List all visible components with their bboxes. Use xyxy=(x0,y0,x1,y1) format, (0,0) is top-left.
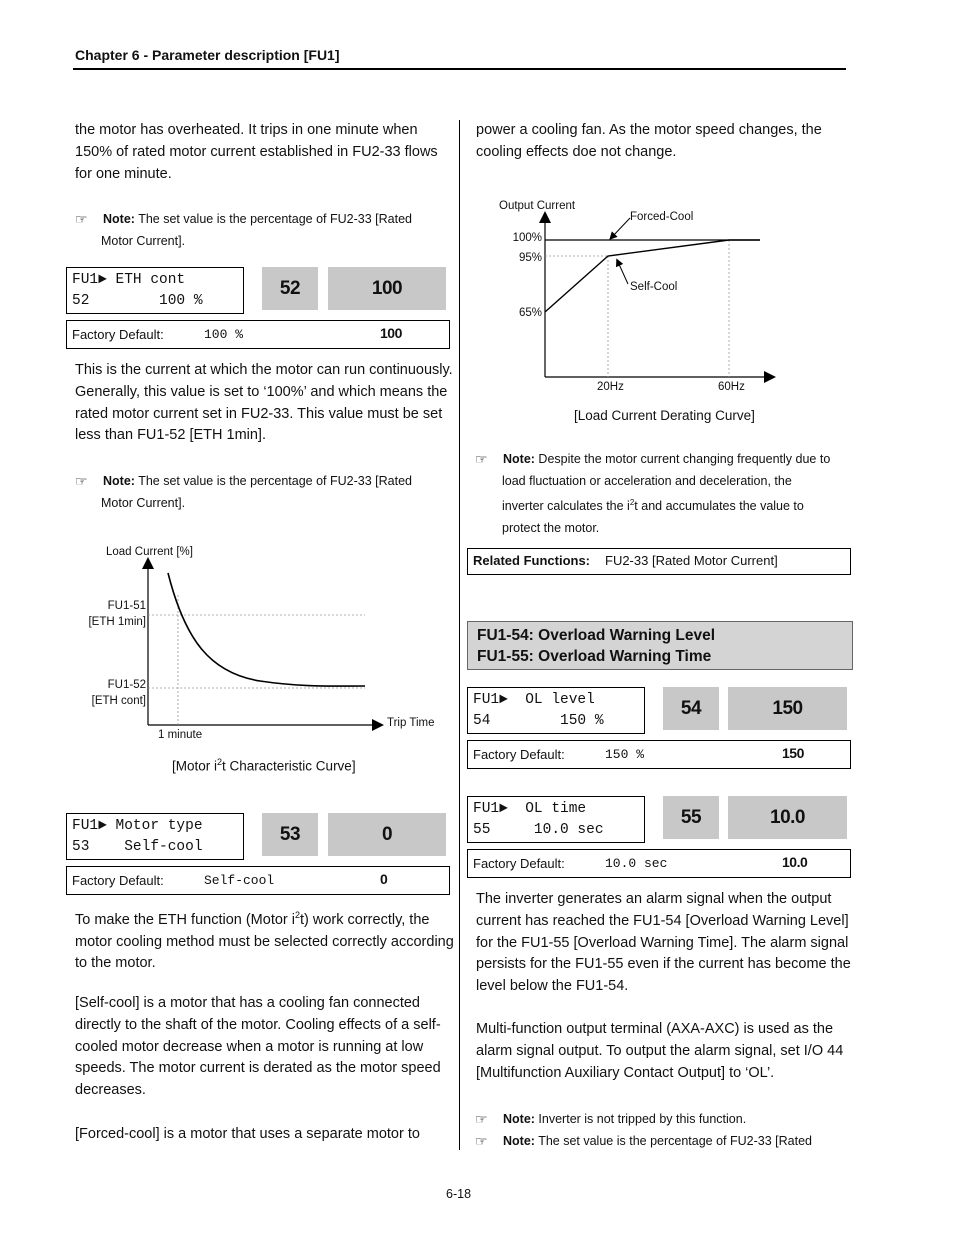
value-box-150: 150 xyxy=(728,687,847,730)
pointing-hand-icon: ☞ xyxy=(475,1133,488,1149)
pointing-hand-icon: ☞ xyxy=(75,211,88,227)
note-text: Motor Current]. xyxy=(101,496,186,510)
chart-label-eth-1min: [ETH 1min] xyxy=(88,616,146,628)
lcd-display-eth-cont xyxy=(66,267,244,314)
factory-default-value: 10.0 xyxy=(782,854,808,870)
related-functions-value: FU2-33 [Rated Motor Current] xyxy=(605,553,778,568)
left-intro-paragraph xyxy=(75,120,455,185)
code-box-54: 54 xyxy=(663,687,719,730)
section-title-line: FU1-55: Overload Warning Time xyxy=(477,648,712,665)
note-text: Motor Current]. xyxy=(101,234,186,248)
value-box-0: 0 xyxy=(328,813,446,856)
note-i2t-accumulation xyxy=(475,448,848,539)
overload-warning-description xyxy=(476,889,851,998)
caption-superscript: 2 xyxy=(217,757,223,767)
text-line: speeds. The motor current is derated as the motor speed xyxy=(75,1060,441,1077)
factory-default-ol-time xyxy=(467,849,851,878)
text-line: for the FU1-55 [Overload Warning Time]. The alarm signal xyxy=(476,934,849,951)
text-line: cooling effects doe not change. xyxy=(476,143,677,160)
lcd-display-ol-level xyxy=(467,687,645,734)
right-intro-paragraph xyxy=(476,120,848,164)
chart-tick-65: 65% xyxy=(518,307,542,319)
chart-tick-20hz: 20Hz xyxy=(597,381,624,393)
note-superscript: 2 xyxy=(629,498,635,507)
related-functions-box xyxy=(467,548,851,575)
chart-label-self-cool: Self-Cool xyxy=(630,281,678,293)
chart-y-label: Load Current [%] xyxy=(106,546,193,558)
eth-cont-description xyxy=(75,360,455,447)
chapter-title: Chapter 6 - Parameter description [FU1] xyxy=(75,47,340,63)
lcd-line: FU1► OL time xyxy=(473,801,587,817)
text-line: directly to the shaft of the motor. Cooling effects of a self- xyxy=(75,1016,441,1033)
derating-curve-caption: [Load Current Derating Curve] xyxy=(574,408,755,423)
lcd-line: FU1► OL level xyxy=(473,692,595,708)
i2t-curve-caption xyxy=(172,757,356,774)
text-line: persists for the FU1-55 even if the current has become the xyxy=(476,956,851,973)
i2t-curve xyxy=(168,573,365,686)
motor-type-description xyxy=(75,905,455,975)
factory-default-mono: 100 % xyxy=(204,327,244,342)
code-box-52: 52 xyxy=(262,267,318,310)
forced-cool-description: [Forced-cool] is a motor that uses a separate motor to xyxy=(75,1126,420,1142)
lcd-display-ol-time xyxy=(467,796,645,843)
pointing-hand-icon: ☞ xyxy=(475,451,488,467)
text-superscript: 2 xyxy=(295,910,301,920)
chart-label-fu152: FU1-52 xyxy=(107,679,146,691)
text-line: [Self-cool] is a motor that has a cooling fan connected xyxy=(75,995,420,1011)
note-text: The set value is the percentage of FU2-33 [Rated xyxy=(134,212,412,226)
note-label: Note: xyxy=(503,1112,535,1126)
text-line: decreases. xyxy=(75,1082,146,1099)
text-line: [Multifunction Auxiliary Contact Output] to ‘OL’. xyxy=(476,1064,775,1081)
section-heading-overload-warning xyxy=(467,621,853,670)
chart-x-tick: 1 minute xyxy=(158,729,203,741)
note-text: The set value is the percentage of FU2-33 [Rated xyxy=(134,474,412,488)
lcd-display-motor-type xyxy=(66,813,244,860)
factory-default-value: 150 xyxy=(782,745,804,761)
lcd-line: 53 Self-cool xyxy=(72,839,203,855)
factory-default-mono: 150 % xyxy=(605,747,645,762)
chart-label-eth-cont: [ETH cont] xyxy=(91,695,146,707)
text-line: power a cooling fan. As the motor speed changes, the xyxy=(476,122,822,138)
note-span: inverter calculates the i xyxy=(502,499,630,514)
note-ol-percentage xyxy=(475,1130,848,1152)
lcd-line: 55 10.0 sec xyxy=(473,822,604,838)
lcd-line: 52 100 % xyxy=(72,293,203,309)
chart-x-label: Trip Time xyxy=(387,717,435,729)
chart-y-label: Output Current xyxy=(499,200,576,212)
factory-default-value: 100 xyxy=(380,325,402,341)
value-box-10-0: 10.0 xyxy=(728,796,847,839)
section-title-line: FU1-54: Overload Warning Level xyxy=(477,627,716,644)
factory-default-mono: 10.0 sec xyxy=(605,856,668,871)
chart-label-fu151: FU1-51 xyxy=(107,600,146,612)
text-line: The inverter generates an alarm signal when the output xyxy=(476,891,832,907)
text-line: current has reached the FU1-54 [Overload Warning Level] xyxy=(476,912,849,929)
note-label: Note: xyxy=(503,1134,535,1148)
text-line: Generally, this value is set to ‘100%’ and which means the xyxy=(75,383,448,400)
factory-default-label: Factory Default: xyxy=(72,327,164,342)
note-eth-cont-percentage-2 xyxy=(75,470,453,514)
text-span: To make the ETH function (Motor i xyxy=(75,911,295,928)
chart-tick-100: 100% xyxy=(512,232,542,244)
code-box-53: 53 xyxy=(262,813,318,856)
text-line: 150% of rated motor current established in FU2-33 flows xyxy=(75,143,438,160)
text-line: Multi-function output terminal (AXA-AXC) is used as the xyxy=(476,1021,834,1037)
load-current-derating-curve xyxy=(490,192,790,402)
note-eth-cont-percentage xyxy=(75,208,453,252)
note-label: Note: xyxy=(103,474,135,488)
lcd-line: FU1► Motor type xyxy=(72,818,203,834)
factory-default-motor-type xyxy=(66,866,450,895)
caption-text: t Characteristic Curve] xyxy=(222,758,356,774)
note-not-tripped xyxy=(475,1108,848,1130)
factory-default-ol-level xyxy=(467,740,851,769)
factory-default-eth-cont xyxy=(66,320,450,349)
text-line: to the motor. xyxy=(75,955,156,972)
note-text: The set value is the percentage of FU2-33 [Rated xyxy=(534,1134,812,1148)
code-box-55: 55 xyxy=(663,796,719,839)
chart-tick-60hz: 60Hz xyxy=(718,381,745,393)
text-line: the motor has overheated. It trips in one minute when xyxy=(75,122,418,138)
text-line: less than FU1-52 [ETH 1min]. xyxy=(75,427,266,444)
chart-tick-95: 95% xyxy=(518,252,542,264)
self-cool-description xyxy=(75,993,455,1102)
alarm-output-description xyxy=(476,1019,851,1084)
related-functions-label: Related Functions: xyxy=(473,553,591,568)
forced-cool-pointer xyxy=(612,218,630,237)
note-text: Inverter is not tripped by this function. xyxy=(534,1112,747,1126)
caption-text: [Motor i xyxy=(172,758,218,774)
factory-default-mono: Self-cool xyxy=(204,873,275,888)
text-line: rated motor current set in FU2-33. This value must be set xyxy=(75,405,443,422)
header-rule xyxy=(73,68,846,70)
text-line: for one minute. xyxy=(75,165,172,182)
text-line: level below the FU1-54. xyxy=(476,978,629,995)
note-text xyxy=(502,492,848,517)
lcd-line: FU1► ETH cont xyxy=(72,272,186,288)
motor-i2t-characteristic-curve xyxy=(60,535,460,750)
self-cool-pointer xyxy=(618,262,628,284)
page-number: 6-18 xyxy=(446,1187,472,1201)
self-cool-line xyxy=(545,240,760,312)
lcd-line: 54 150 % xyxy=(473,713,604,729)
text-line: cooled motor decrease when a motor is running at low xyxy=(75,1038,424,1055)
factory-default-label: Factory Default: xyxy=(72,873,164,888)
text-line: motor cooling method must be selected correctly according xyxy=(75,933,454,950)
chart-label-forced-cool: Forced-Cool xyxy=(630,211,694,223)
text-line: alarm signal output. To output the alarm signal, set I/O 44 xyxy=(476,1042,844,1059)
note-label: Note: xyxy=(103,212,135,226)
text-line xyxy=(75,905,455,932)
note-span: t and accumulates the value to xyxy=(634,499,804,514)
pointing-hand-icon: ☞ xyxy=(75,473,88,489)
note-text: load fluctuation or acceleration and deceleration, the xyxy=(502,474,792,488)
factory-default-value: 0 xyxy=(380,871,388,887)
text-line: This is the current at which the motor can run continuously. xyxy=(75,362,453,378)
text-span: t) work correctly, the xyxy=(300,911,430,928)
factory-default-label: Factory Default: xyxy=(473,856,565,871)
factory-default-label: Factory Default: xyxy=(473,747,565,762)
value-box-100: 100 xyxy=(328,267,446,310)
note-label: Note: xyxy=(503,452,535,466)
note-text: Despite the motor current changing frequently due to xyxy=(534,452,831,466)
note-text: protect the motor. xyxy=(502,521,600,536)
pointing-hand-icon: ☞ xyxy=(475,1111,488,1127)
